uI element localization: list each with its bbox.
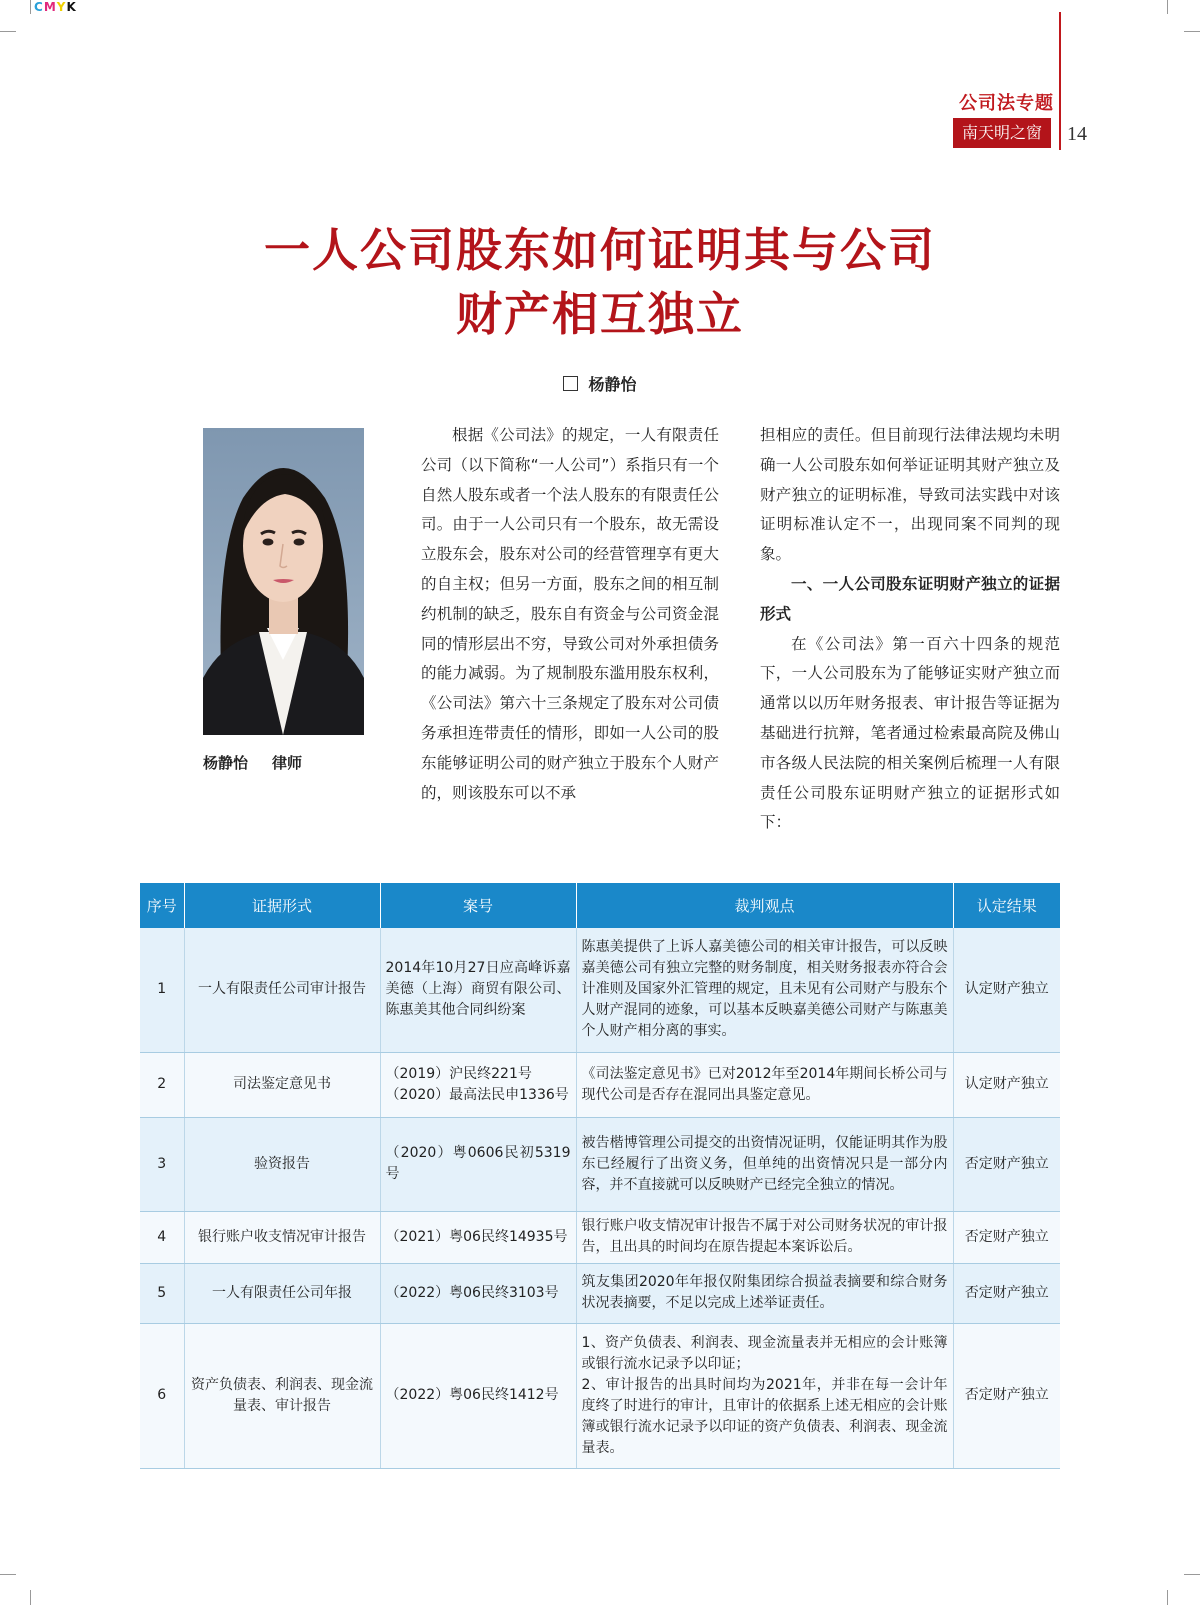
caption-name: 杨静怡 xyxy=(203,754,249,772)
page-number: 14 xyxy=(1067,123,1087,145)
body-column-2 xyxy=(760,421,1060,838)
case-number: 2014年10月27日应高峰诉嘉美德（上海）商贸有限公司、陈惠美其他合同纠纷案 xyxy=(380,928,576,1052)
paragraph: 在《公司法》第一百六十四条的规范下，一人公司股东为了能够证实财产独立而通常以以历年财务报表、审计报告等证据为基础进行抗辩，笔者通过检索最高院及佛山市各级人民法院的相关案例后梳理一人有限责任公司股东证明财产独立的证据形式如下： xyxy=(760,634,1060,832)
finding-result: 否定财产独立 xyxy=(953,1211,1060,1263)
table-row xyxy=(140,1052,1060,1117)
table-row xyxy=(140,928,1060,1052)
finding-result: 认定财产独立 xyxy=(953,1052,1060,1117)
column-header: 案号 xyxy=(380,883,576,928)
finding-result: 否定财产独立 xyxy=(953,1117,1060,1211)
crop-mark xyxy=(1167,0,1168,14)
crop-mark xyxy=(1167,1590,1168,1605)
table-row xyxy=(140,1263,1060,1323)
evidence-form: 资产负债表、利润表、现金流量表、审计报告 xyxy=(184,1323,380,1468)
header-divider xyxy=(1059,12,1061,150)
paragraph: 根据《公司法》的规定，一人有限责任公司（以下简称“一人公司”）系指只有一个自然人股东或者一个法人股东的有限责任公司。由于一人公司只有一个股东，故无需设立股东会，股东对公司的经营管理享有更大的自主权；但另一方面，股东之间的相互制约机制的缺乏，股东自有资金与公司资金混同的情形层出不穷，导致公司对外承担债务的能力减弱。为了规制股东滥用股东权利，《公司法》第六十三条规定了股东对公司债务承担连带责任的情形，即如一人公司的股东能够证明公司的财产独立于股东个人财产的，则该股东可以不承 xyxy=(421,426,719,802)
row-number: 5 xyxy=(140,1263,184,1323)
color-mark-m: M xyxy=(43,0,57,14)
column-badge: 南天明之窗 xyxy=(953,118,1051,148)
table-row xyxy=(140,1211,1060,1263)
judgment-view: 银行账户收支情况审计报告不属于对公司财务状况的审计报告，且出具的时间均在原告提起本案诉讼后。 xyxy=(576,1211,953,1263)
judgment-view: 被告楷博管理公司提交的出资情况证明，仅能证明其作为股东已经履行了出资义务，但单纯的出资情况只是一部分内容，并不直接就可以反映财产已经完全独立的情况。 xyxy=(576,1117,953,1211)
row-number: 6 xyxy=(140,1323,184,1468)
column-header: 裁判观点 xyxy=(576,883,953,928)
case-number: （2021）粤06民终14935号 xyxy=(380,1211,576,1263)
case-number: （2019）沪民终221号 （2020）最高法民申1336号 xyxy=(380,1052,576,1117)
byline-box-icon xyxy=(563,376,578,391)
judgment-view: 1、资产负债表、利润表、现金流量表并无相应的会计账簿或银行流水记录予以印证； 2、审计报告的出具时间均为2021年，并非在每一会计年度终了时进行的审计，且审计的依据系上述无相应的会计账簿或银行流水记录予以印证的资产负债表、利润表、现金流量表。 xyxy=(576,1323,953,1468)
color-mark-y: Y xyxy=(56,0,67,14)
finding-result: 认定财产独立 xyxy=(953,928,1060,1052)
evidence-form: 银行账户收支情况审计报告 xyxy=(184,1211,380,1263)
crop-mark xyxy=(0,1574,16,1575)
evidence-form: 一人有限责任公司年报 xyxy=(184,1263,380,1323)
crop-mark xyxy=(30,1590,31,1605)
row-number: 1 xyxy=(140,928,184,1052)
article-title-line2: 财产相互独立 xyxy=(456,287,744,341)
finding-result: 否定财产独立 xyxy=(953,1323,1060,1468)
crop-mark xyxy=(1184,31,1200,32)
color-bar-marks xyxy=(34,0,77,14)
row-number: 3 xyxy=(140,1117,184,1211)
judgment-view: 筑友集团2020年年报仅附集团综合损益表摘要和综合财务状况表摘要，不足以完成上述举证责任。 xyxy=(576,1263,953,1323)
body-column-1 xyxy=(421,421,719,808)
section-heading: 一、一人公司股东证明财产独立的证据形式 xyxy=(760,574,1060,623)
column-header: 证据形式 xyxy=(184,883,380,928)
author-name: 杨静怡 xyxy=(588,375,637,394)
section-topic: 公司法专题 xyxy=(959,93,1054,114)
photo-caption xyxy=(203,752,302,773)
evidence-form: 验资报告 xyxy=(184,1117,380,1211)
author-photo xyxy=(203,428,364,735)
judgment-view: 陈惠美提供了上诉人嘉美德公司的相关审计报告，可以反映嘉美德公司有独立完整的财务制度，相关财务报表亦符合会计准则及国家外汇管理的规定，且未见有公司财产与股东个人财产混同的迹象，可以基本反映嘉美德公司财产与陈惠美个人财产相分离的事实。 xyxy=(576,928,953,1052)
finding-result: 否定财产独立 xyxy=(953,1263,1060,1323)
paragraph: 担相应的责任。但目前现行法律法规均未明确一人公司股东如何举证证明其财产独立及财产独立的证明标准，导致司法实践中对该证明标准认定不一，出现同案不同判的现象。 xyxy=(760,426,1060,564)
color-mark-k: K xyxy=(66,0,77,14)
row-number: 4 xyxy=(140,1211,184,1263)
evidence-form: 一人有限责任公司审计报告 xyxy=(184,928,380,1052)
table-row xyxy=(140,1323,1060,1468)
table-row xyxy=(140,1117,1060,1211)
column-header: 认定结果 xyxy=(953,883,1060,928)
row-number: 2 xyxy=(140,1052,184,1117)
byline xyxy=(0,372,1200,395)
judgment-view: 《司法鉴定意见书》已对2012年至2014年期间长桥公司与现代公司是否存在混同出具鉴定意见。 xyxy=(576,1052,953,1117)
color-mark-c: C xyxy=(34,0,44,14)
case-number: （2022）粤06民终3103号 xyxy=(380,1263,576,1323)
crop-mark xyxy=(1184,1574,1200,1575)
crop-mark xyxy=(0,31,16,32)
evidence-table xyxy=(140,883,1060,1469)
case-number: （2022）粤06民终1412号 xyxy=(380,1323,576,1468)
case-number: （2020）粤0606民初5319号 xyxy=(380,1117,576,1211)
crop-mark xyxy=(30,0,31,14)
portrait-illustration xyxy=(203,428,364,735)
evidence-form: 司法鉴定意见书 xyxy=(184,1052,380,1117)
column-header: 序号 xyxy=(140,883,184,928)
article-title-line1: 一人公司股东如何证明其与公司 xyxy=(264,223,936,277)
caption-role: 律师 xyxy=(272,754,303,772)
table-header-row xyxy=(140,883,1060,928)
